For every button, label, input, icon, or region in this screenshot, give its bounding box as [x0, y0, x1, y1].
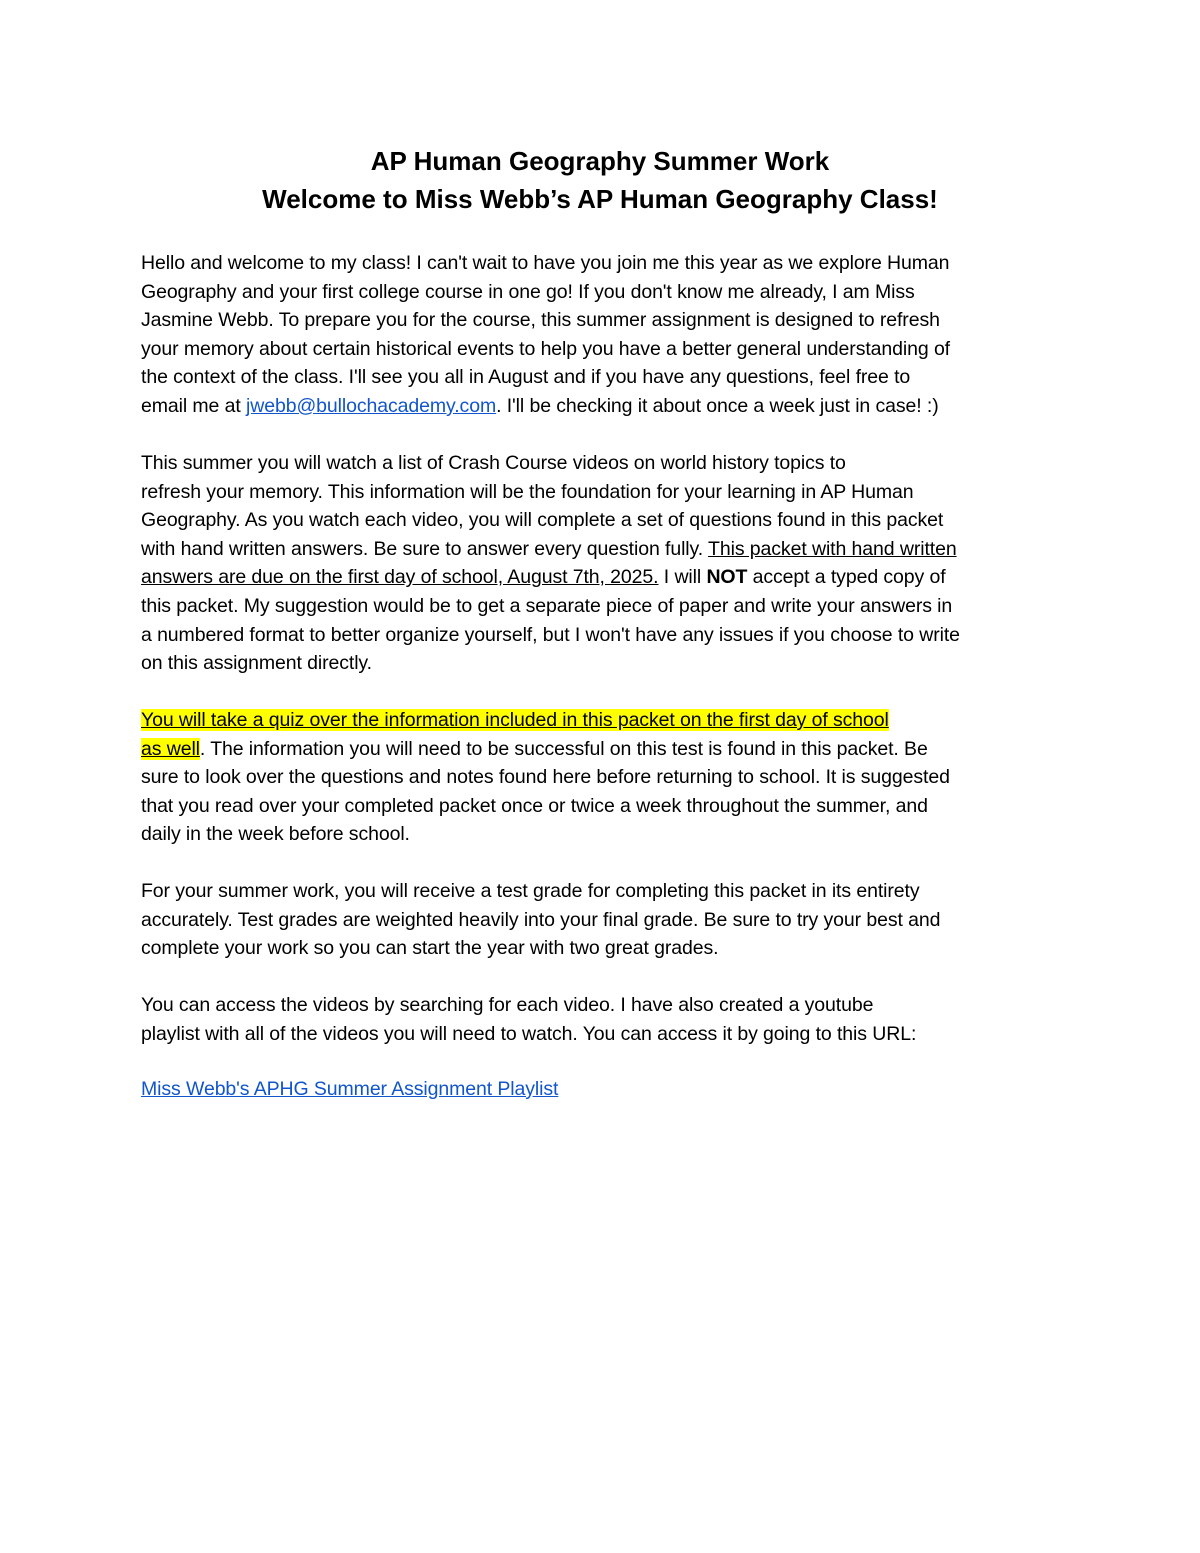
text-line: a numbered format to better organize yourself, but I won't have any issues if you choose to write	[141, 623, 960, 646]
text-line: This summer you will watch a list of Crash Course videos on world history topics to	[141, 452, 846, 474]
text-line	[141, 1075, 1071, 1104]
videos-paragraph	[141, 991, 1071, 1048]
text-line: daily in the week before school.	[141, 823, 410, 846]
text-line	[141, 706, 1071, 735]
title-line-1: AP Human Geography Summer Work	[370, 146, 830, 176]
text-line: Hello and welcome to my class! I can't wait to have you join me this year as we explore Human	[141, 252, 950, 274]
emphasis-not: NOT	[706, 566, 748, 589]
text-line: that you read over your completed packet once or twice a week throughout the summer, and	[141, 794, 928, 817]
text-line: on this assignment directly.	[141, 652, 372, 675]
email-link[interactable]: jwebb@bullochacademy.com	[246, 394, 497, 417]
text-segment: . The information you will need to be successful on this test is found in this packet. Be	[199, 737, 928, 760]
text-line: refresh your memory. This information will be the foundation for your learning in AP Human	[141, 480, 914, 503]
text-line: playlist with all of the videos you will need to watch. You can access it by going to this URL:	[141, 1022, 917, 1045]
playlist-link[interactable]: Miss Webb's APHG Summer Assignment Playlist	[141, 1078, 559, 1100]
text-line: this packet. My suggestion would be to get a separate piece of paper and write your answers in	[141, 594, 953, 617]
quiz-paragraph	[141, 706, 1071, 849]
text-line: sure to look over the questions and notes found here before returning to school. It is suggested	[141, 766, 950, 789]
text-segment: I will	[658, 566, 707, 589]
text-line: For your summer work, you will receive a test grade for completing this packet in its entirety	[141, 880, 920, 902]
assignment-paragraph	[141, 449, 1071, 678]
due-date-notice: This packet with hand written	[708, 537, 957, 560]
text-line	[141, 563, 1071, 592]
text-segment: with hand written answers. Be sure to answer every question fully.	[141, 537, 709, 560]
text-line: Jasmine Webb. To prepare you for the course, this summer assignment is designed to refresh	[141, 309, 940, 332]
text-line	[141, 392, 1071, 421]
text-line: Geography and your first college course in one go! If you don't know me already, I am Miss	[141, 280, 915, 303]
playlist-paragraph	[141, 1075, 1071, 1104]
grading-paragraph	[141, 877, 1071, 963]
text-line: Geography. As you watch each video, you will complete a set of questions found in this packet	[141, 509, 944, 532]
quiz-highlight: You will take a quiz over the information included in this packet on the first day of school	[141, 709, 889, 731]
quiz-highlight: as well	[141, 737, 200, 760]
text-line: your memory about certain historical events to help you have a better general understanding of	[141, 337, 951, 360]
title-line-2: Welcome to Miss Webb’s AP Human Geography Class!	[262, 184, 938, 214]
welcome-paragraph	[141, 249, 1071, 421]
due-date-notice: answers are due on the first day of school, August 7th, 2025.	[141, 566, 659, 589]
text-line	[141, 735, 1071, 764]
text-segment: . I'll be checking it about once a week just in case! :)	[496, 394, 939, 417]
text-line: You can access the videos by searching for each video. I have also created a youtube	[141, 994, 874, 1016]
text-line: the context of the class. I'll see you all in August and if you have any questions, feel free to	[141, 366, 911, 389]
text-segment: email me at	[141, 394, 247, 417]
text-line	[141, 535, 1071, 564]
document-title	[0, 142, 1200, 218]
text-segment: accept a typed copy of	[747, 566, 946, 589]
text-line: complete your work so you can start the year with two great grades.	[141, 937, 719, 960]
text-line: accurately. Test grades are weighted heavily into your final grade. Be sure to try your best and	[141, 908, 941, 931]
